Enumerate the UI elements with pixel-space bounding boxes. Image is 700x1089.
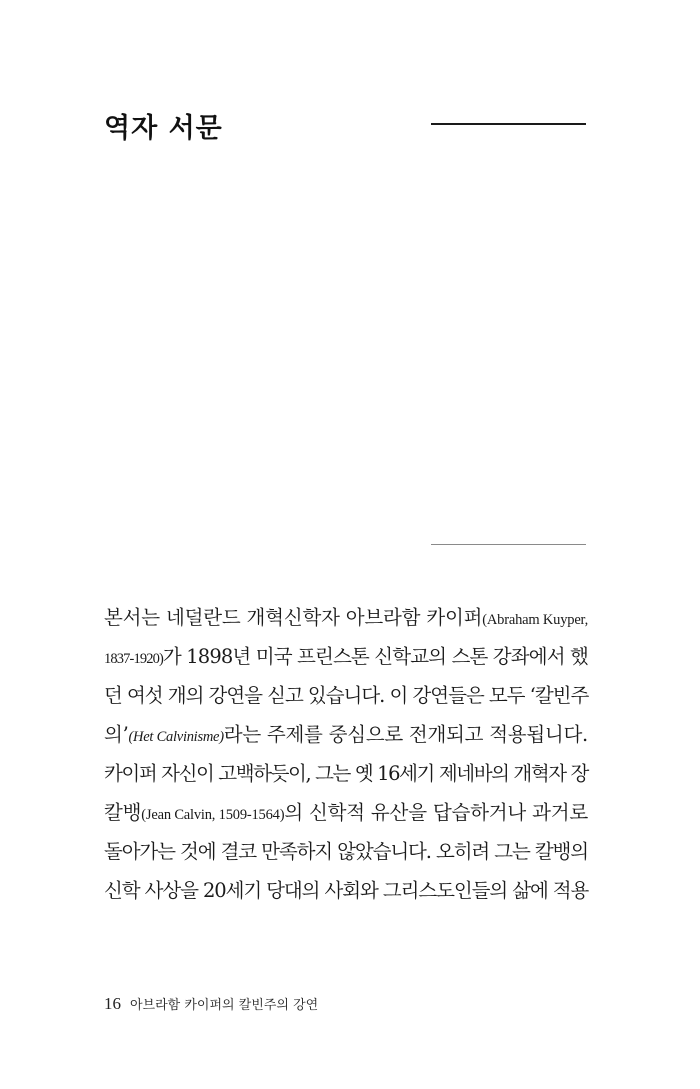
text-line: 던 여섯 개의 강연을 싣고 있습니다. 이 강연들은 모두 ‘칼빈주 [104,684,589,707]
chapter-title: 역자 서문 [104,113,223,144]
running-title: 아브라함 카이퍼의 칼빈주의 강연 [130,998,319,1013]
text-line: 본서는 네덜란드 개혁신학자 아브라함 카이퍼(Abraham Kuyper, [104,606,589,629]
page-footer [104,994,318,1014]
text-line: 칼뱅(Jean Calvin, 1509-1564)의 신학적 유산을 답습하거나 과거로 [104,801,588,824]
page-number: 16 [104,994,121,1013]
text-line: 신학 사상을 20세기 당대의 사회와 그리스도인들의 삶에 적용 [104,879,589,902]
text-line: 의’(Het Calvinisme)라는 주제를 중심으로 전개되고 적용됩니다. [104,723,588,746]
body-text [104,598,588,910]
text-line: 1837-1920)가 1898년 미국 프린스톤 신학교의 스톤 강좌에서 했 [104,645,588,668]
title-rule [431,123,586,125]
text-line: 카이퍼 자신이 고백하듯이, 그는 옛 16세기 제네바의 개혁자 장 [104,762,588,785]
text-line: 돌아가는 것에 결코 만족하지 않았습니다. 오히려 그는 칼뱅의 [104,840,588,863]
section-divider [431,544,586,545]
